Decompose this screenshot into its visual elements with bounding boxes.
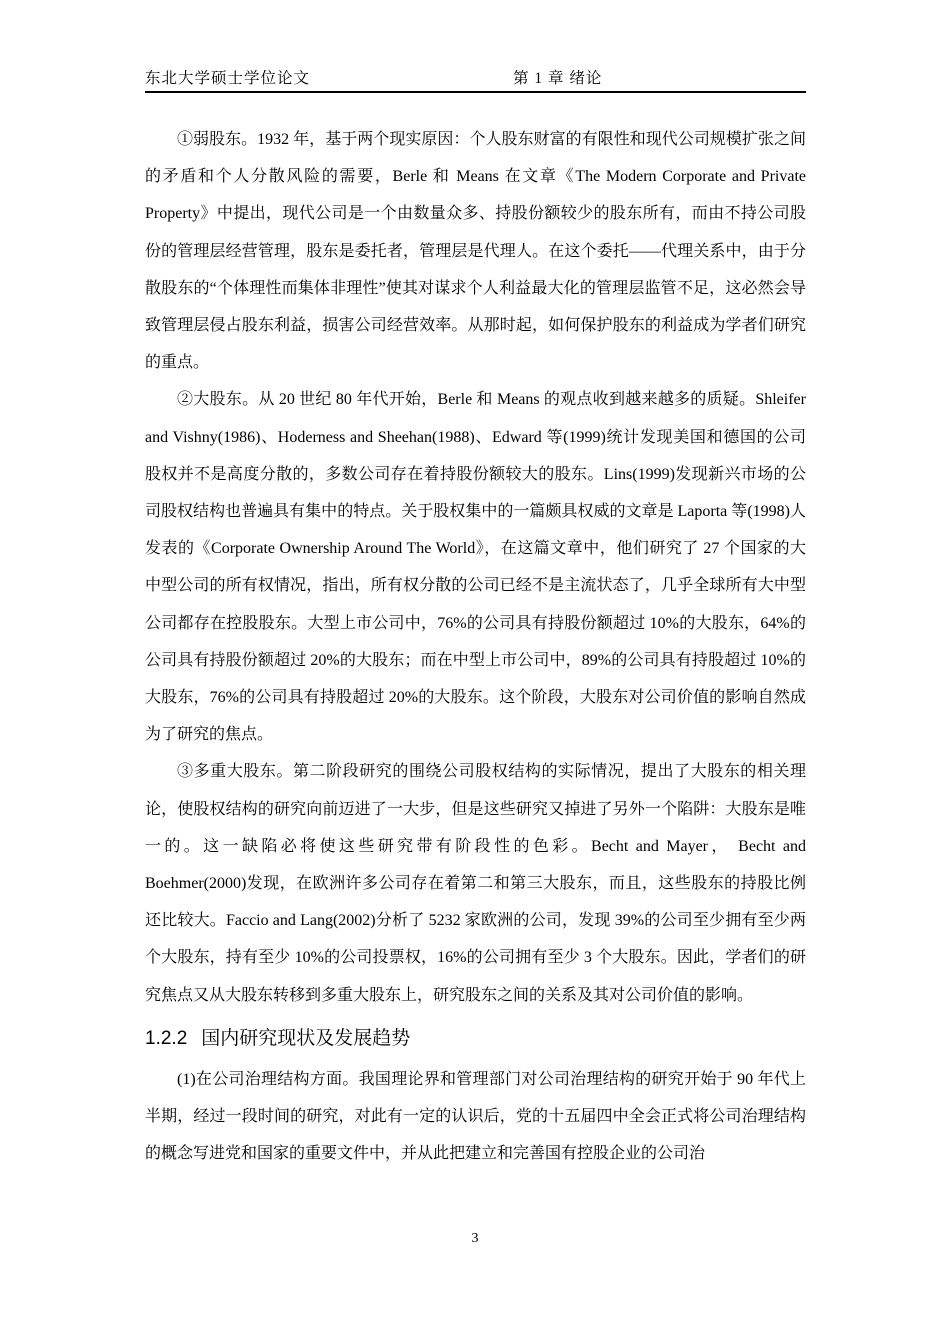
- paragraph-weak-shareholders: ①弱股东。1932 年，基于两个现实原因：个人股东财富的有限性和现代公司规模扩张之间的矛盾和个人分散风险的需要，Berle 和 Means 在文章《The Modern Corporate and Private Property》中提出，现代公司是一个由数量众多、持股份额较少的股东所有，而由不持公司股份的管理层经营管理，股东是委托者，管理层是代理人。在这个委托——代理关系中，由于分散股东的“个体理性而集体非理性”使其对谋求个人利益最大化的管理层监管不足，这必然会导致管理层侵占股东利益，损害公司经营效率。从那时起，如何保护股东的利益成为学者们研究的重点。: [145, 131, 806, 372]
- header-thesis-title: 东北大学硕士学位论文: [145, 70, 311, 87]
- body-text: [145, 121, 806, 1172]
- paragraph-multiple-large-shareholders: ③多重大股东。第二阶段研究的围绕公司股权结构的实际情况，提出了大股东的相关理论，使股权结构的研究向前迈进了一大步，但是这些研究又掉进了另外一个陷阱：大股东是唯一的。这一缺陷必将使这些研究带有阶段性的色彩。Becht and Mayer， Becht and Boehmer(2000)发现，在欧洲许多公司存在着第二和第三大股东，而且，这些股东的持股比例还比较大。Faccio and Lang(2002)分析了 5232 家欧洲的公司，发现 39%的公司至少拥有至少两个大股东，持有至少 10%的公司投票权，16%的公司拥有至少 3 个大股东。因此，学者们的研究焦点又从大股东转移到多重大股东上，研究股东之间的关系及其对公司价值的影响。: [145, 763, 806, 1004]
- section-heading: [145, 1018, 806, 1059]
- header-chapter-title: 第 1 章 绪论: [513, 70, 603, 87]
- page-number: 3: [471, 1231, 479, 1246]
- running-header: [145, 66, 806, 90]
- paragraph-corporate-governance: (1)在公司治理结构方面。我国理论界和管理部门对公司治理结构的研究开始于 90 年代上半期，经过一段时间的研究，对此有一定的认识后，党的十五届四中全会正式将公司治理结构的概念写进党和国家的重要文件中，并从此把建立和完善国有控股企业的公司治: [145, 1070, 806, 1163]
- header-divider: [145, 91, 806, 93]
- paragraph-large-shareholders: ②大股东。从 20 世纪 80 年代开始，Berle 和 Means 的观点收到越来越多的质疑。Shleifer and Vishny(1986)、Hoderness and Sheehan(1988)、Edward 等(1999)统计发现美国和德国的公司股权并不是高度分散的，多数公司存在着持股份额较大的股东。Lins(1999)发现新兴市场的公司股权结构也普遍具有集中的特点。关于股权集中的一篇颇具权威的文章是 Laporta 等(1998)人发表的《Corporate Ownership Around The World》，在这篇文章中，他们研究了 27 个国家的大中型公司的所有权情况，指出，所有权分散的公司已经不是主流状态了，几乎全球所有大中型公司都存在控股股东。大型上市公司中，76%的公司具有持股份额超过 10%的大股东，64%的公司具有持股份额超过 20%的大股东；而在中型上市公司中，89%的公司具有持股超过 10%的大股东，76%的公司具有持股超过 20%的大股东。这个阶段，大股东对公司价值的影响自然成为了研究的焦点。: [145, 391, 806, 744]
- section-title: 国内研究现状及发展趋势: [201, 1026, 411, 1049]
- section-number: 1.2.2: [145, 1027, 188, 1049]
